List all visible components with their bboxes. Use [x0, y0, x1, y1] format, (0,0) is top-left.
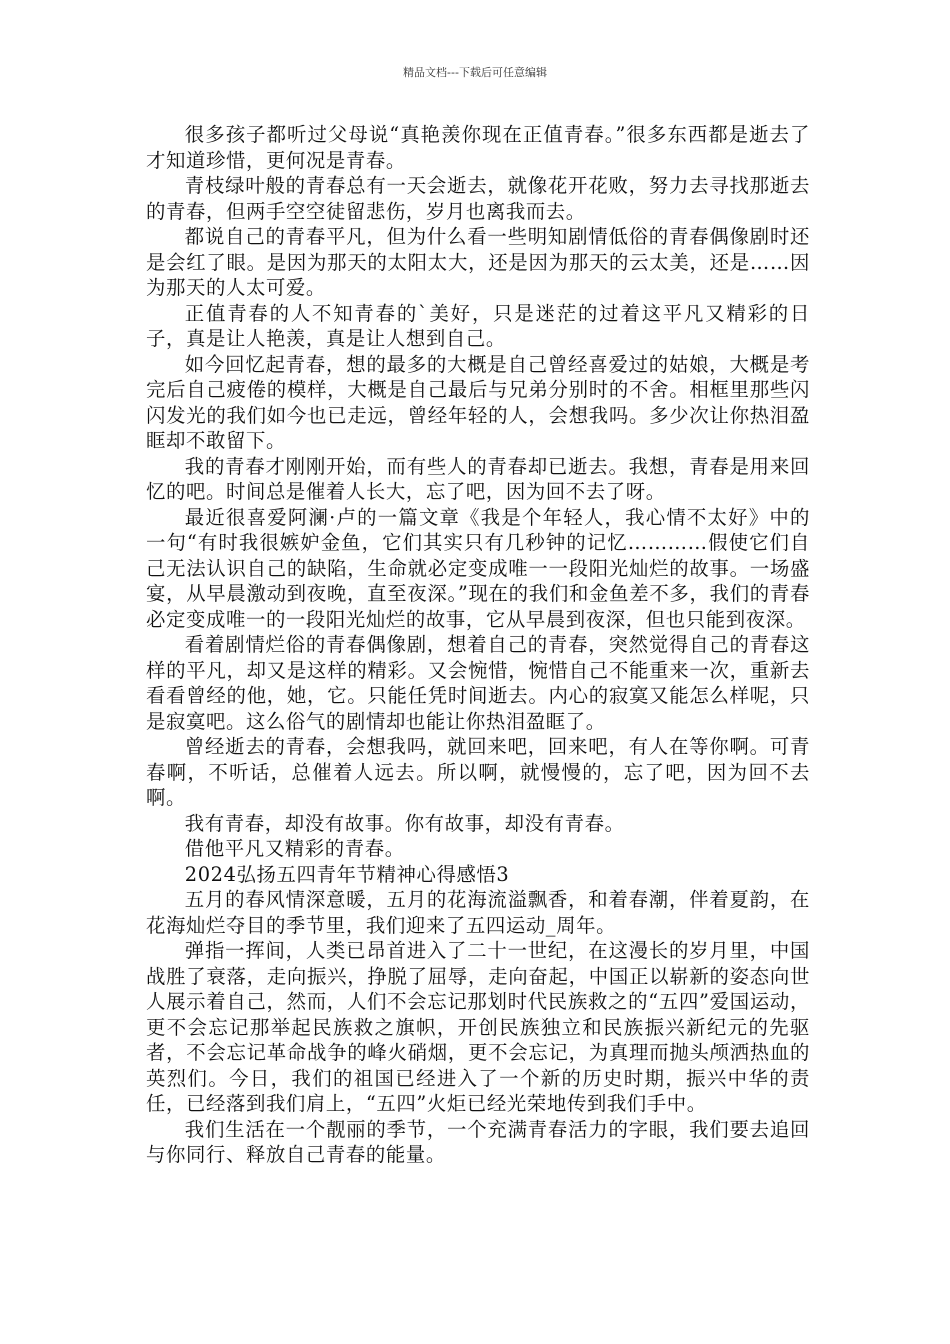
- section-heading: 2024弘扬五四青年节精神心得感悟3: [184, 862, 510, 886]
- page-header: 精品文档---下载后可任意编辑: [403, 66, 547, 79]
- paragraph: 青枝绿叶般的青春总有一天会逝去，就像花开花败，努力去寻找那逝去的青春，但两手空空徒留悲伤，岁月也离我而去。: [146, 174, 810, 223]
- paragraph: 我们生活在一个靓丽的季节，一个充满青春活力的字眼，我们要去追回与你同行、释放自己青春的能量。: [146, 1117, 810, 1166]
- paragraph: 最近很喜爱阿澜·卢的一篇文章《我是个年轻人，我心情不太好》中的一句“有时我很嫉妒金鱼，它们其实只有几秒钟的记忆…………假使它们自己无法认识自己的缺陷，生命就必定变成唯一一段阳光灿烂的故事。一场盛宴，从早晨激动到夜晚，直至夜深。”现在的我们和金鱼差不多，我们的青春必定变成唯一的一段阳光灿烂的故事，它从早晨到夜深，但也只能到夜深。: [146, 505, 810, 631]
- paragraph: 很多孩子都听过父母说“真艳羡你现在正值青春。”很多东西都是逝去了才知道珍惜，更何况是青春。: [146, 123, 810, 172]
- paragraph: 如今回忆起青春，想的最多的大概是自己曾经喜爱过的姑娘，大概是考完后自己疲倦的模样，大概是自己最后与兄弟分别时的不舍。相框里那些闪闪发光的我们如今也已走远，曾经年轻的人，会想我吗。多少次让你热泪盈眶却不敢留下。: [146, 352, 810, 452]
- paragraph: 曾经逝去的青春，会想我吗，就回来吧，回来吧，有人在等你啊。可青春啊，不听话，总催着人远去。所以啊，就慢慢的，忘了吧，因为回不去啊。: [146, 735, 810, 809]
- paragraph: 看着剧情烂俗的青春偶像剧，想着自己的青春，突然觉得自己的青春这样的平凡，却又是这样的精彩。又会惋惜，惋惜自己不能重来一次，重新去看看曾经的他，她，它。只能任凭时间逝去。内心的寂寞又能怎么样呢，只是寂寞吧。这么俗气的剧情却也能让你热泪盈眶了。: [146, 633, 810, 733]
- paragraph: 正值青春的人不知青春的`美好，只是迷茫的过着这平凡又精彩的日子，真是让人艳羡，真是让人想到自己。: [146, 301, 810, 350]
- paragraph: 弹指一挥间，人类已昂首进入了二十一世纪，在这漫长的岁月里，中国战胜了衰落，走向振兴，挣脱了屈辱，走向奋起，中国正以崭新的姿态向世人展示着自己，然而，人们不会忘记那划时代民族救之的“五四”爱国运动，更不会忘记那举起民族救之旗帜，开创民族独立和民族振兴新纪元的先驱者，不会忘记革命战争的峰火硝烟，更不会忘记，为真理而抛头颅洒热血的英烈们。今日，我们的祖国已经进入了一个新的历史时期，振兴中华的责任，已经落到我们肩上，“五四”火炬已经光荣地传到我们手中。: [146, 939, 810, 1115]
- document-body: [146, 122, 810, 1168]
- paragraph: 都说自己的青春平凡，但为什么看一些明知剧情低俗的青春偶像剧时还是会红了眼。是因为那天的太阳太大，还是因为那天的云太美，还是……因为那天的人太可爱。: [146, 225, 810, 299]
- paragraph: 五月的春风情深意暖，五月的花海流溢飘香，和着春潮，伴着夏韵，在花海灿烂夺目的季节里，我们迎来了五四运动_周年。: [146, 888, 810, 937]
- paragraph: 我有青春，却没有故事。你有故事，却没有青春。: [184, 811, 625, 835]
- paragraph: 借他平凡又精彩的青春。: [184, 837, 405, 860]
- paragraph: 我的青春才刚刚开始，而有些人的青春却已逝去。我想，青春是用来回忆的吧。时间总是催着人长大，忘了吧，因为回不去了呀。: [146, 454, 810, 503]
